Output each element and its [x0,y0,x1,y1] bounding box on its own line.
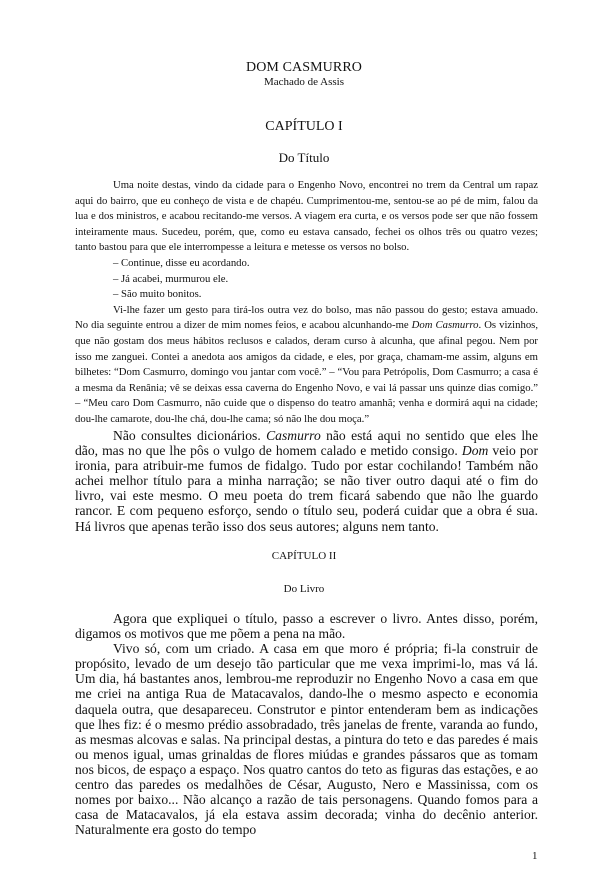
chapter-1-body-continued [75,428,538,534]
paragraph [75,428,538,534]
chapter-1-heading: CAPÍTULO I [265,119,343,134]
text-run: . Os vizinhos, que não gostam dos meus hábitos reclusos e calados, deram curso à alcunha, que afinal pegou. Nem por isso me zanguei. Contei a anedota aos amigos da cidade, e eles, por graça, chamam-me assim, alguns em bilhetes: “Dom Casmurro, domingo vou jantar com você.” – “Vou para Petrópolis, Dom Casmurro; a casa é a mesma da Renânia; vê se deixas essa caverna do Engenho Novo, e vai lá passar uns quinze dias comigo.” – “Meu caro Dom Casmurro, não cuide que o dispenso do teatro amanhã; venha e dormirá aqui na cidade; dou-lhe camarote, dou-lhe chá, dou-lhe cama; só não lhe dou moça.” [75,319,538,425]
book-author: Machado de Assis [263,76,345,88]
dialog-line: – Já acabei, murmurou ele. [113,272,229,285]
italic-text: Dom Casmurro [411,319,479,332]
text-run: Não consultes dicionários. [113,428,267,443]
paragraph: Agora que expliquei o título, passo a escrever o livro. Antes disso, porém, digamos os motivos que me põem a pena na mão. [75,611,538,642]
text-run: veio por ironia, para atribuir-me fumos de fidalgo. Tudo por estar cochilando! Também não achei melhor título para a minha narração; se não tiver outro daqui até o fim do livro, vai este mesmo. O meu poeta do trem ficará sabendo que não lhe guardo rancor. E com pequeno esforço, sendo o título seu, poderá cuidar que a obra é sua. Há livros que apenas terão isso dos seus autores; alguns nem tanto. [75,443,538,534]
italic-text: Dom [461,443,489,459]
text-run: Vi-lhe fazer um gesto para tirá-los outra vez do bolso, mas não passou do gesto; estava amuado. No dia seguinte entrou a dizer de mim nomes feios, e acabou alcunhando-me [75,303,538,332]
paragraph [75,303,538,428]
italic-text: Casmurro [266,428,321,443]
chapter-2-heading: CAPÍTULO II [271,550,337,562]
paragraph: Vivo só, com um criado. A casa em que moro é própria; fi-la construir de propósito, levado de um desejo tão particular que me vexa imprimi-lo, mas vá lá. Um dia, há bastantes anos, lembrou-me reproduzir no Engenho Novo a casa em que me criei na antiga Rua de Matacavalos, dando-lhe o mesmo aspecto e economia daquela outra, que desapareceu. Construtor e pintor entenderam bem as indicações que lhes fiz: é o mesmo prédio assobradado, três janelas de frente, varanda ao fundo, as mesmas alcovas e salas. Na principal destas, a pintura do teto e das paredes é mais ou menos igual, umas grinaldas de flores miúdas e grandes pássaros que as tomam nos bicos, de espaço a espaço. Nos quatro cantos do teto as figuras das estações, e ao centro das paredes os medalhões de César, Augusto, Nero e Massinissa, com os nomes por baixo... Não alcanço a razão de tais personagens. Quando fomos para a casa de Matacavalos, já ela estava assim decorada; vinha do decênio anterior. Naturalmente era gosto do tempo [75,641,538,838]
book-title: DOM CASMURRO [246,60,362,75]
chapter-2-subtitle: Do Livro [283,583,325,595]
chapter-1-body [75,178,538,428]
text-run: não está aqui no sentido que eles lhe dão, mas no que lhe pôs o vulgo de homem calado e metido consigo. [75,428,538,459]
paragraph: Uma noite destas, vindo da cidade para o Engenho Novo, encontrei no trem da Central um rapaz aqui do bairro, que eu conheço de vista e de chapéu. Cumprimentou-me, sentou-se ao pé de mim, falou da lua e dos ministros, e acabou recitando-me versos. A viagem era curta, e os versos pode ser que não fossem inteiramente maus. Sucedeu, porém, que, como eu estava cansado, fechei os olhos três ou quatro vezes; tanto bastou para que ele interrompesse a leitura e metesse os versos no bolso. [75,179,538,254]
chapter-2-body [75,611,538,837]
dialog-line: – São muito bonitos. [113,288,202,301]
chapter-1-subtitle: Do Título [278,150,330,165]
dialog-line: – Continue, disse eu acordando. [113,256,250,269]
page-number: 1 [532,850,538,862]
